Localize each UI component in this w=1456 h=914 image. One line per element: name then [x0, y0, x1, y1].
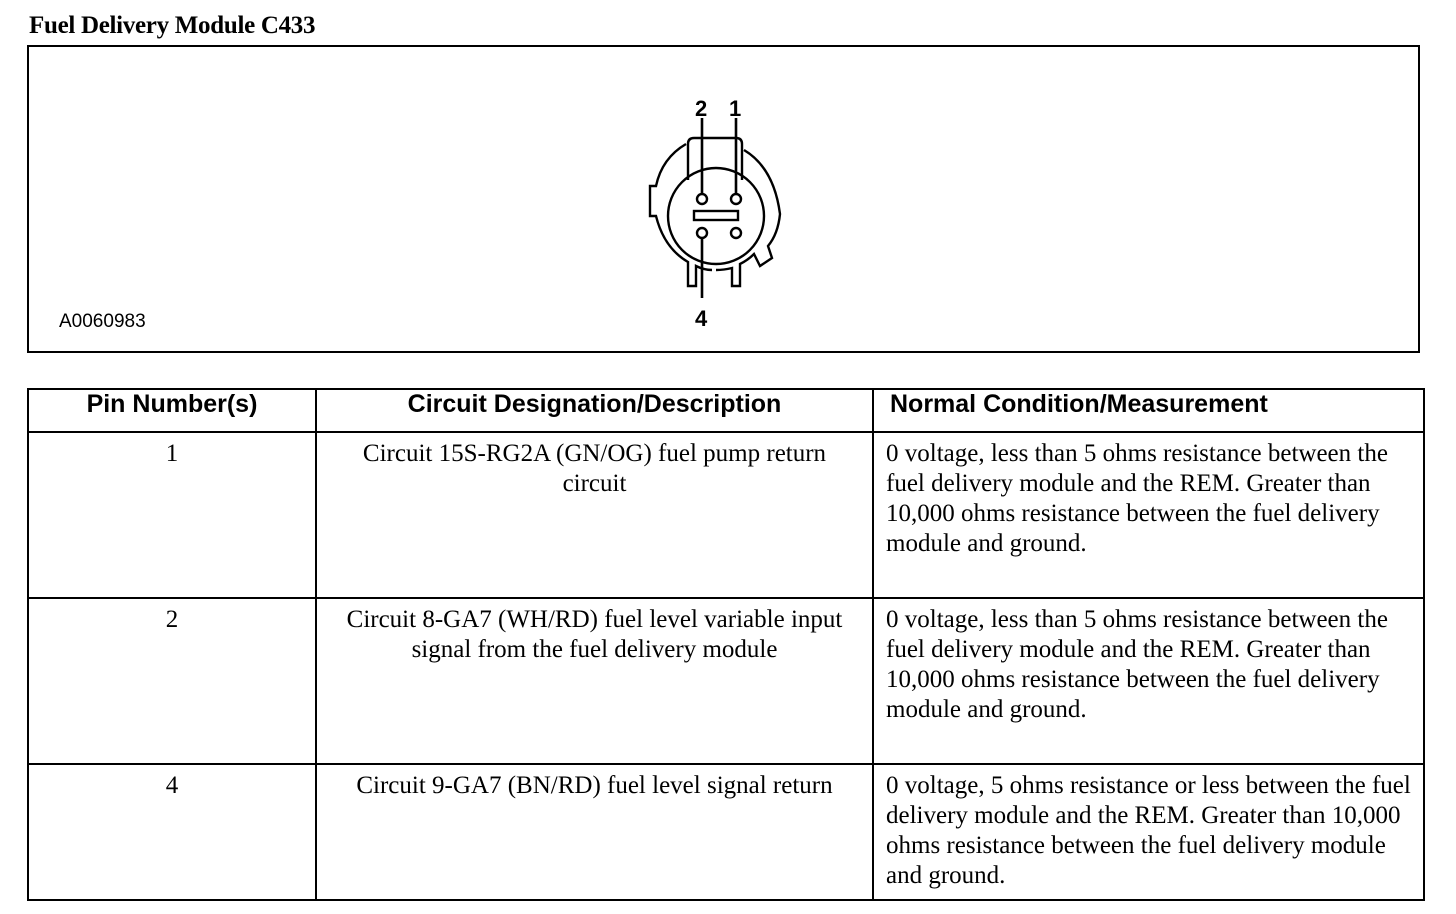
circuit-description-cell: Circuit 8-GA7 (WH/RD) fuel level variable input signal from the fuel delivery module	[316, 598, 873, 764]
pin-cavity-2	[697, 194, 707, 204]
pin-number-cell: 4	[28, 764, 316, 900]
connector-face-diagram	[600, 46, 800, 331]
connector-top-hood	[688, 138, 742, 180]
column-header-pin: Pin Number(s)	[28, 389, 316, 432]
condition-cell: 0 voltage, 5 ohms resistance or less between the fuel delivery module and the REM. Greater than 10,000 ohms resistance between the fuel delivery module and ground.	[873, 764, 1424, 900]
circuit-description-cell: Circuit 9-GA7 (BN/RD) fuel level signal return	[316, 764, 873, 900]
table-row	[28, 432, 1424, 598]
condition-cell: 0 voltage, less than 5 ohms resistance between the fuel delivery module and the REM. Greater than 10,000 ohms resistance between the fuel delivery module and ground.	[873, 432, 1424, 598]
page-title: Fuel Delivery Module C433	[29, 12, 316, 39]
table-row	[28, 598, 1424, 764]
pin-label-1: 1	[729, 96, 742, 121]
connector-inner-face	[668, 168, 764, 264]
pin-table	[27, 388, 1425, 901]
pin-cavity-3	[731, 228, 741, 238]
pin-number-cell: 1	[28, 432, 316, 598]
connector-outer-right	[716, 150, 780, 286]
pin-number-cell: 2	[28, 598, 316, 764]
figure-id: A0060983	[59, 311, 146, 332]
table-header-row	[28, 389, 1424, 432]
pin-label-4: 4	[695, 306, 708, 331]
circuit-description-cell: Circuit 15S-RG2A (GN/OG) fuel pump return circuit	[316, 432, 873, 598]
table-row	[28, 764, 1424, 900]
pin-label-2: 2	[695, 96, 708, 121]
pin-cavity-4	[697, 228, 707, 238]
pin-cavity-1	[731, 194, 741, 204]
connector-key-slot	[694, 211, 738, 220]
column-header-description: Circuit Designation/Description	[316, 389, 873, 432]
condition-cell: 0 voltage, less than 5 ohms resistance between the fuel delivery module and the REM. Greater than 10,000 ohms resistance between the fuel delivery module and ground.	[873, 598, 1424, 764]
column-header-condition: Normal Condition/Measurement	[873, 389, 1424, 432]
